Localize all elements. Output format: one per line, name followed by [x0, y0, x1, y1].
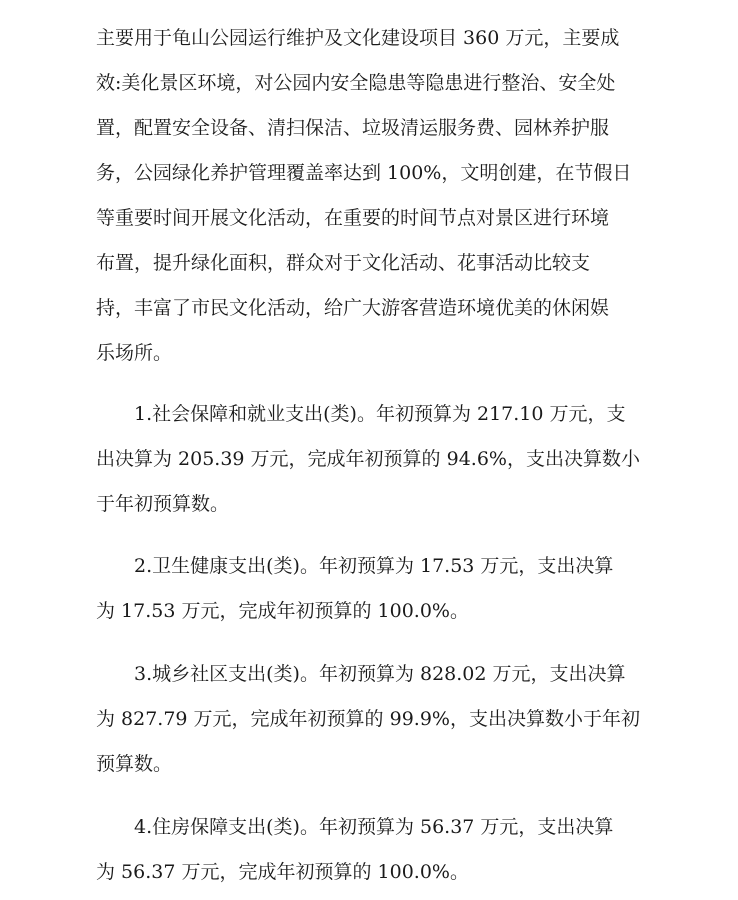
- text-line: 4.住房保障支出(类)。年初预算为 56.37 万元，支出决算: [134, 816, 614, 838]
- text-line: 为 56.37 万元，完成年初预算的 100.0%。: [96, 861, 469, 883]
- text-line: 预算数。: [96, 753, 173, 775]
- text-line: 为 17.53 万元，完成年初预算的 100.0%。: [96, 600, 469, 622]
- text-line: 主要用于龟山公园运行维护及文化建设项目 360 万元，主要成: [96, 27, 620, 49]
- text-line: 2.卫生健康支出(类)。年初预算为 17.53 万元，支出决算: [134, 555, 614, 577]
- text-line: 于年初预算数。: [96, 493, 230, 515]
- text-line: 务，公园绿化养护管理覆盖率达到 100%，文明创建，在节假日: [96, 162, 632, 184]
- text-line: 置，配置安全设备、清扫保洁、垃圾清运服务费、园林养护服: [96, 117, 610, 139]
- text-line: 出决算为 205.39 万元，完成年初预算的 94.6%，支出决算数小: [96, 448, 640, 470]
- text-line: 为 827.79 万元，完成年初预算的 99.9%，支出决算数小于年初: [96, 708, 640, 730]
- text-line: 布置，提升绿化面积，群众对于文化活动、花事活动比较支: [96, 252, 591, 274]
- text-line: 3.城乡社区支出(类)。年初预算为 828.02 万元，支出决算: [134, 663, 626, 685]
- text-line: 效:美化景区环境，对公园内安全隐患等隐患进行整治、安全处: [96, 72, 616, 94]
- text-line: 等重要时间开展文化活动，在重要的时间节点对景区进行环境: [96, 207, 610, 229]
- text-line: 持，丰富了市民文化活动，给广大游客营造环境优美的休闲娱: [96, 297, 610, 319]
- text-line: 1.社会保障和就业支出(类)。年初预算为 217.10 万元，支: [134, 403, 626, 425]
- text-line: 乐场所。: [96, 342, 173, 364]
